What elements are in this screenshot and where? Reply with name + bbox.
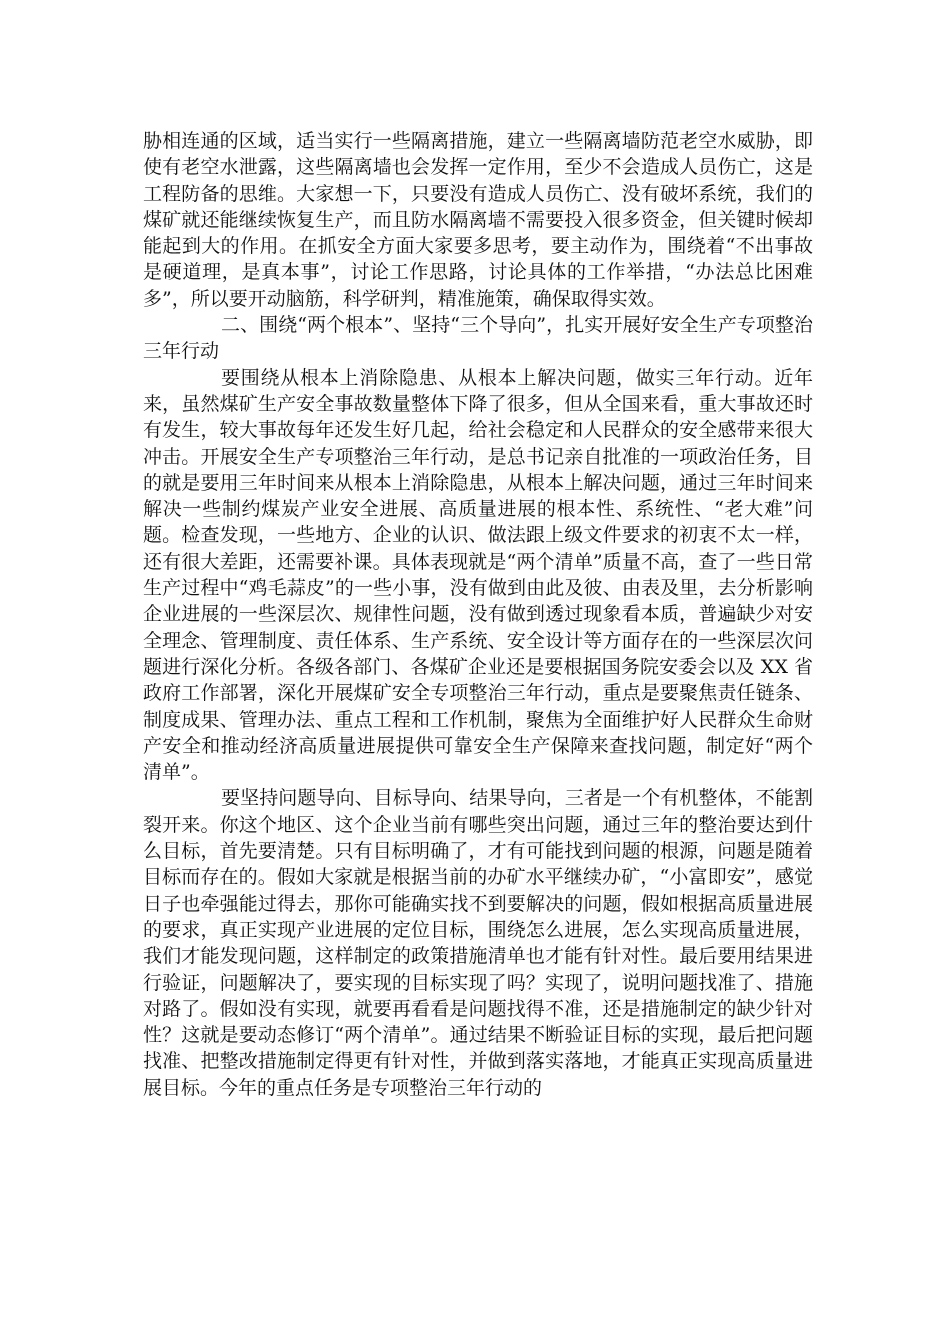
section-heading-two: 二、围绕“两个根本”、坚持“三个导向”，扎实开展好安全生产专项整治三年行动: [143, 314, 813, 363]
paragraph-three-orientations: 要坚持问题导向、目标导向、结果导向，三者是一个有机整体，不能割裂开来。你这个地区、这个企业当前有哪些突出问题，通过三年的整治要达到什么目标，首先要清楚。只有目标明确了，才有可能找到问题的根源，问题是随着目标而存在的。假如大家就是根据当前的办矿水平继续办矿，“小富即安”，感觉日子也牵强能过得去，那你可能确实找不到要解决的问题，假如根据高质量进展的要求，真正实现产业进展的定位目标，围绕怎么进展，怎么实现高质量进展，我们才能发现问题，这样制定的政策措施清单也才能有针对性。最后要用结果进行验证，问题解决了，要实现的目标实现了吗？实现了，说明问题找准了、措施对路了。假如没有实现，就要再看看是问题找得不准，还是措施制定的缺少针对性？这就是要动态修订“两个清单”。通过结果不断验证目标的实现，最后把问题找准、把整改措施制定得更有针对性，并做到落实落地，才能真正实现高质量进展目标。今年的重点任务是专项整治三年行动的: [143, 787, 813, 1099]
paragraph-three-year-action: 要围绕从根本上消除隐患、从根本上解决问题，做实三年行动。近年来，虽然煤矿生产安全事故数量整体下降了很多，但从全国来看，重大事故还时有发生，较大事故每年还发生好几起，给社会稳定和人民群众的安全感带来很大冲击。开展安全生产专项整治三年行动，是总书记亲自批准的一项政治任务，目的就是要用三年时间来从根本上消除隐患，从根本上解决问题，通过三年时间来解决一些制约煤炭产业安全进展、高质量进展的根本性、系统性、“老大难”问题。检查发现，一些地方、企业的认识、做法跟上级文件要求的初衷不太一样，还有很大差距，还需要补课。具体表现就是“两个清单”质量不高，查了一些日常生产过程中“鸡毛蒜皮”的一些小事，没有做到由此及彼、由表及里，去分析影响企业进展的一些深层次、规律性问题，没有做到透过现象看本质，普遍缺少对安全理念、管理制度、责任体系、生产系统、安全设计等方面存在的一些深层次问题进行深化分析。各级各部门、各煤矿企业还是要根据国务院安委会以及 XX 省政府工作部署，深化开展煤矿安全专项整治三年行动，重点是要聚焦责任链条、制度成果、管理办法、重点工程和工作机制，聚焦为全面维护好人民群众生命财产安全和推动经济高质量进展提供可靠安全生产保障来查找问题，制定好“两个清单”。: [143, 366, 813, 784]
paragraph-intro-continuation: 胁相连通的区域，适当实行一些隔离措施，建立一些隔离墙防范老空水威胁，即使有老空水泄露，这些隔离墙也会发挥一定作用，至少不会造成人员伤亡，这是工程防备的思维。大家想一下，只要没有造成人员伤亡、没有破坏系统，我们的煤矿就还能继续恢复生产，而且防水隔离墙不需要投入很多资金，但关键时候却能起到大的作用。在抓安全方面大家要多思考，要主动作为，围绕着“不出事故是硬道理，是真本事”，讨论工作思路，讨论具体的工作举措，“办法总比困难多”，所以要开动脑筋，科学研判，精准施策，确保取得实效。: [143, 130, 813, 310]
document-page: [143, 128, 813, 1101]
